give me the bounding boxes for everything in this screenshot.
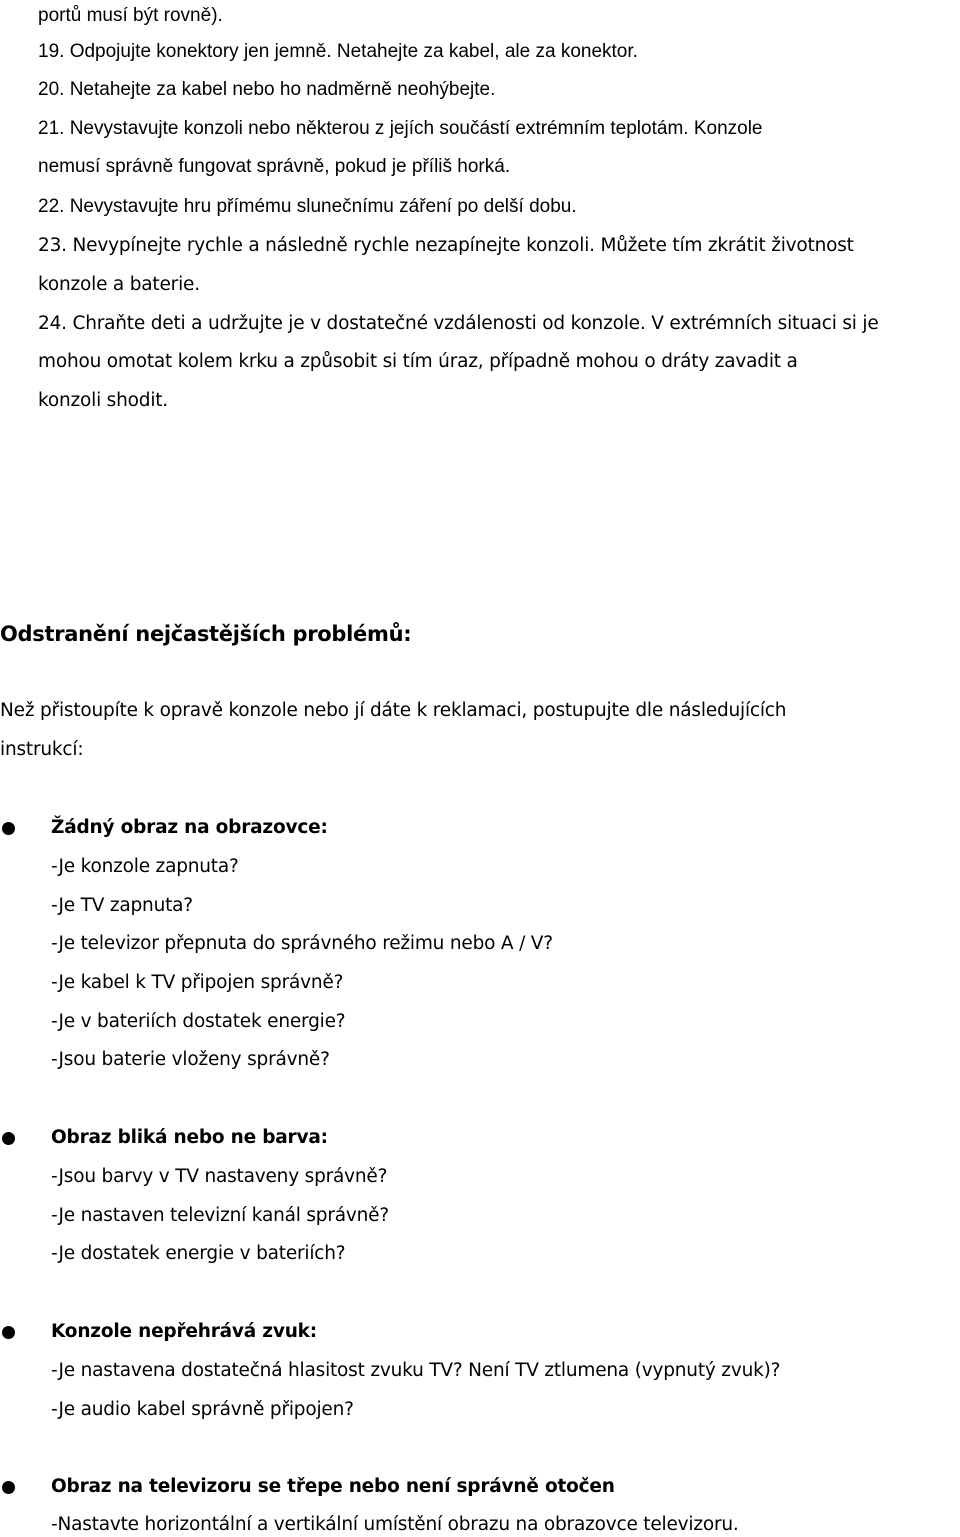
intro-line: portů musí být rovně). bbox=[38, 5, 223, 26]
check-item: -Jsou barvy v TV nastaveny správně? bbox=[51, 1166, 388, 1187]
bullet-icon bbox=[2, 1326, 15, 1339]
list-line: 24. Chraňte deti a udržujte je v dostatečné vzdálenosti od konzole. V extrémních situaci si je bbox=[38, 313, 879, 334]
list-line: konzoli shodit. bbox=[38, 390, 168, 411]
section-title: Žádný obraz na obrazovce: bbox=[51, 817, 328, 838]
intro-line: nemusí správně fungovat správně, pokud je příliš horká. bbox=[38, 156, 511, 177]
section-title: Obraz na televizoru se třepe nebo není správně otočen bbox=[51, 1476, 615, 1497]
list-line: mohou omotat kolem krku a způsobit si tím úraz, případně mohou o dráty zavadit a bbox=[38, 351, 798, 372]
check-item: -Je nastavena dostatečná hlasitost zvuku TV? Není TV ztlumena (vypnutý zvuk)? bbox=[51, 1360, 781, 1381]
check-item: -Je audio kabel správně připojen? bbox=[51, 1399, 354, 1420]
section-title: Obraz bliká nebo ne barva: bbox=[51, 1127, 328, 1148]
list-line: 22. Nevystavujte hru přímému slunečnímu záření po delší dobu. bbox=[38, 196, 577, 217]
check-item: -Jsou baterie vloženy správně? bbox=[51, 1049, 330, 1070]
section-title: Konzole nepřehrává zvuk: bbox=[51, 1321, 317, 1342]
check-item: -Je nastaven televizní kanál správně? bbox=[51, 1205, 389, 1226]
list-line: konzole a baterie. bbox=[38, 274, 200, 295]
troubleshooting-intro: instrukcí: bbox=[0, 739, 84, 760]
check-item: -Je v bateriích dostatek energie? bbox=[51, 1011, 346, 1032]
list-line: 23. Nevypínejte rychle a následně rychle nezapínejte konzoli. Můžete tím zkrátit životnost bbox=[38, 235, 854, 256]
bullet-icon bbox=[2, 1132, 15, 1145]
check-item: -Je konzole zapnuta? bbox=[51, 856, 239, 877]
section-heading: Odstranění nejčastějších problémů: bbox=[0, 622, 412, 646]
intro-line: 21. Nevystavujte konzoli nebo některou z jejích součástí extrémním teplotám. Konzole bbox=[38, 118, 763, 139]
troubleshooting-intro: Než přistoupíte k opravě konzole nebo jí dáte k reklamaci, postupujte dle následujících bbox=[0, 700, 787, 721]
bullet-icon bbox=[2, 822, 15, 835]
check-item: -Je TV zapnuta? bbox=[51, 895, 193, 916]
bullet-icon bbox=[2, 1481, 15, 1494]
intro-line: 19. Odpojujte konektory jen jemně. Netahejte za kabel, ale za konektor. bbox=[38, 41, 638, 62]
check-item: -Je televizor přepnuta do správného režimu nebo A / V? bbox=[51, 933, 553, 954]
check-item: -Nastavte horizontální a vertikální umístění obrazu na obrazovce televizoru. bbox=[51, 1514, 739, 1535]
check-item: -Je kabel k TV připojen správně? bbox=[51, 972, 344, 993]
intro-line: 20. Netahejte za kabel nebo ho nadměrně neohýbejte. bbox=[38, 79, 496, 100]
check-item: -Je dostatek energie v bateriích? bbox=[51, 1243, 346, 1264]
